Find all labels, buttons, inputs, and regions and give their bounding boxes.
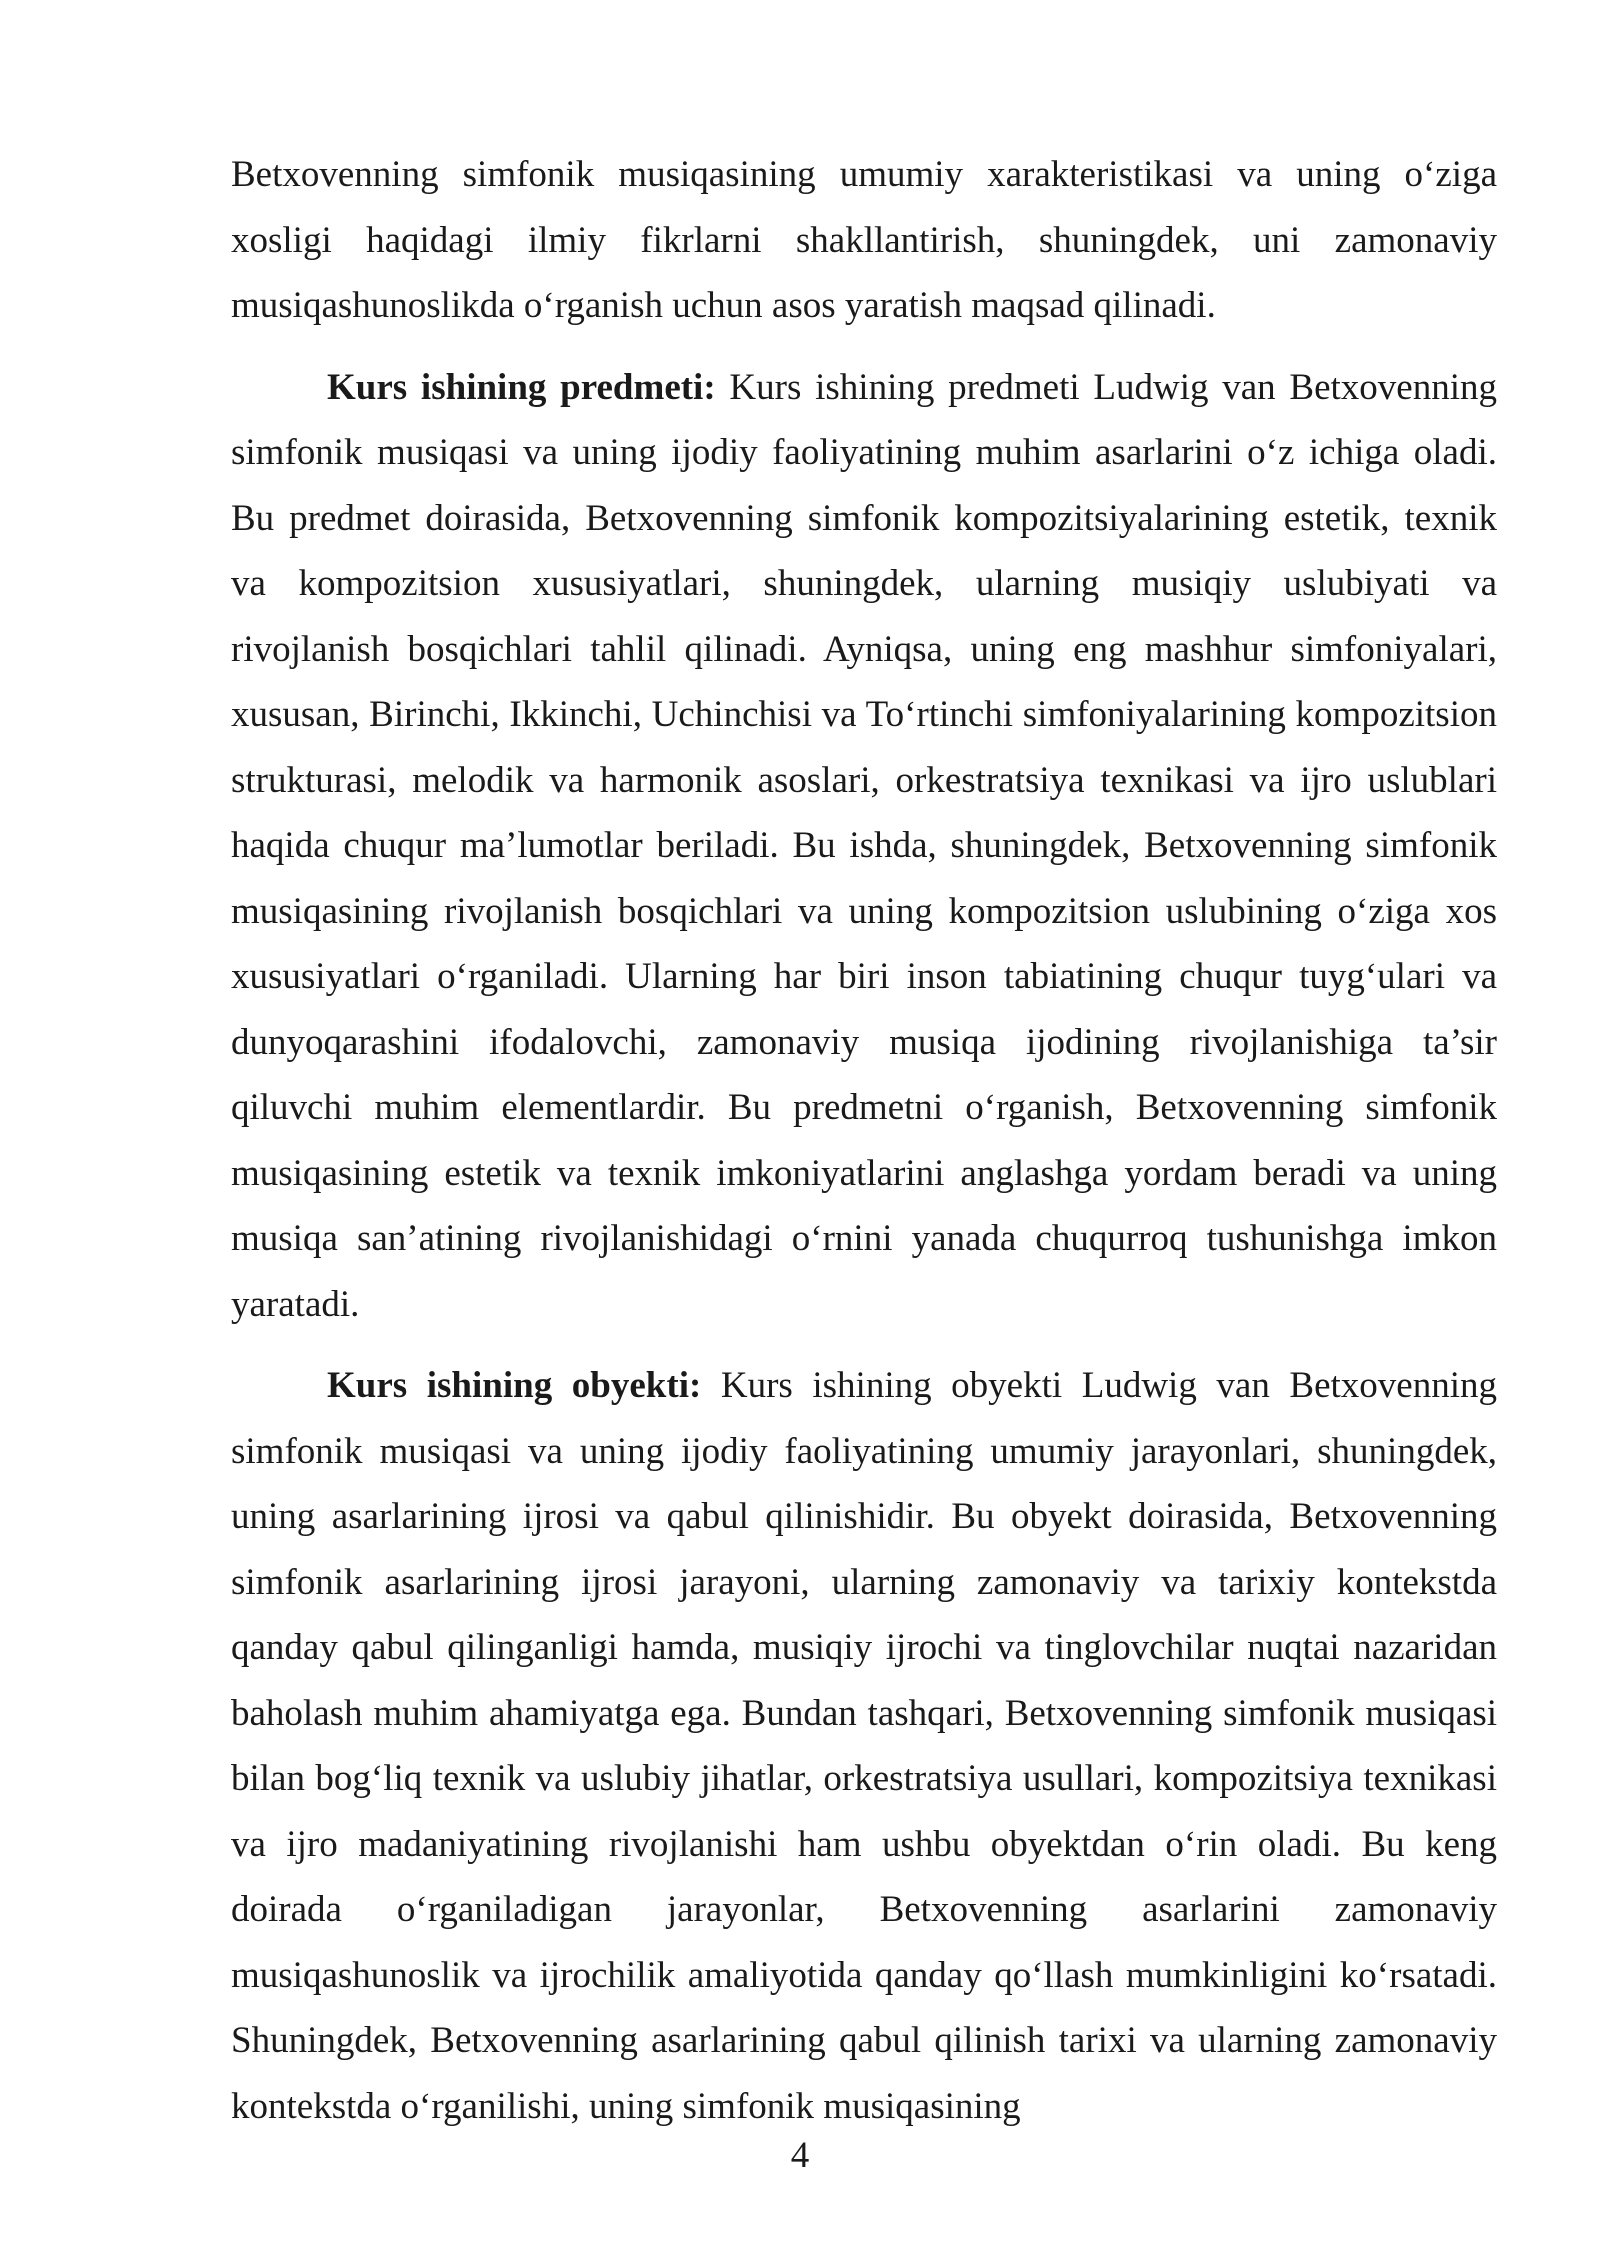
paragraph-text: Kurs ishining obyekti Ludwig van Betxovenning simfonik musiqasi va uning ijodiy faoliyatining umumiy jarayonlari, shuningdek, uning asarlarining ijrosi va qabul qilinishidir. Bu obyekt doirasida, Betxovenning simfonik asarlarining ijrosi jarayoni, ularning zamonaviy va tarixiy kontekstda qanday qabul qilinganligi hamda, musiqiy ijrochi va tinglovchilar nuqtai nazaridan baholash muhim ahamiyatga ega. Bundan tashqari, Betxovenning simfonik musiqasi bilan bog‘liq texnik va uslubiy jihatlar, orkestratsiya usullari, kompozitsiya texnikasi va ijro madaniyatining rivojlanishi ham ushbu obyektdan o‘rin oladi. Bu keng doirada o‘rganiladigan jarayonlar, Betxovenning asarlarini zamonaviy musiqashunoslik va ijrochilik amaliyotida qanday qo‘llash mumkinligini ko‘rsatadi. Shuningdek, Betxovenning asarlarining qabul qilinish tarixi va ularning zamonaviy kontekstda o‘rganilishi, uning simfonik musiqasining xyxy=(231,1365,1497,2127)
page-number: 4 xyxy=(790,2135,810,2176)
paragraph-lead-heading: Kurs ishining obyekti: xyxy=(327,1365,702,1406)
paragraph-course-object xyxy=(231,1353,1497,2139)
document-body xyxy=(231,142,1497,2139)
paragraph-course-subject xyxy=(231,355,1497,1338)
paragraph-intro-continuation xyxy=(231,142,1497,339)
paragraph-text: Betxovenning simfonik musiqasining umumiy xarakteristikasi va uning o‘ziga xosligi haqidagi ilmiy fikrlarni shakllantirish, shuningdek, uni zamonaviy musiqashunoslikda o‘rganish uchun asos yaratish maqsad qilinadi. xyxy=(231,154,1497,326)
paragraph-lead-heading: Kurs ishining predmeti: xyxy=(327,366,716,408)
paragraph-text: Kurs ishining predmeti Ludwig van Betxovenning simfonik musiqasi va uning ijodiy faoliyatining muhim asarlarini o‘z ichiga oladi. Bu predmet doirasida, Betxovenning simfonik kompozitsiyalarining estetik, texnik va kompozitsion xususiyatlari, shuningdek, ularning musiqiy uslubiyati va rivojlanish bosqichlari tahlil qilinadi. Ayniqsa, uning eng mashhur simfoniyalari, xususan, Birinchi, Ikkinchi, Uchinchisi va To‘rtinchi simfoniyalarining kompozitsion strukturasi, melodik va harmonik asoslari, orkestratsiya texnikasi va ijro uslublari haqida chuqur ma’lumotlar beriladi. Bu ishda, shuningdek, Betxovenning simfonik musiqasining rivojlanish bosqichlari va uning kompozitsion uslubining o‘ziga xos xususiyatlari o‘rganiladi. Ularning har biri inson tabiatining chuqur tuyg‘ulari va dunyoqarashini ifodalovchi, zamonaviy musiqa ijodining rivojlanishiga ta’sir qiluvchi muhim elementlardir. Bu predmetni o‘rganish, Betxovenning simfonik musiqasining estetik va texnik imkoniyatlarini anglashga yordam beradi va uning musiqa san’atining rivojlanishidagi o‘rnini yanada chuqurroq tushunishga imkon yaratadi. xyxy=(231,366,1497,1325)
